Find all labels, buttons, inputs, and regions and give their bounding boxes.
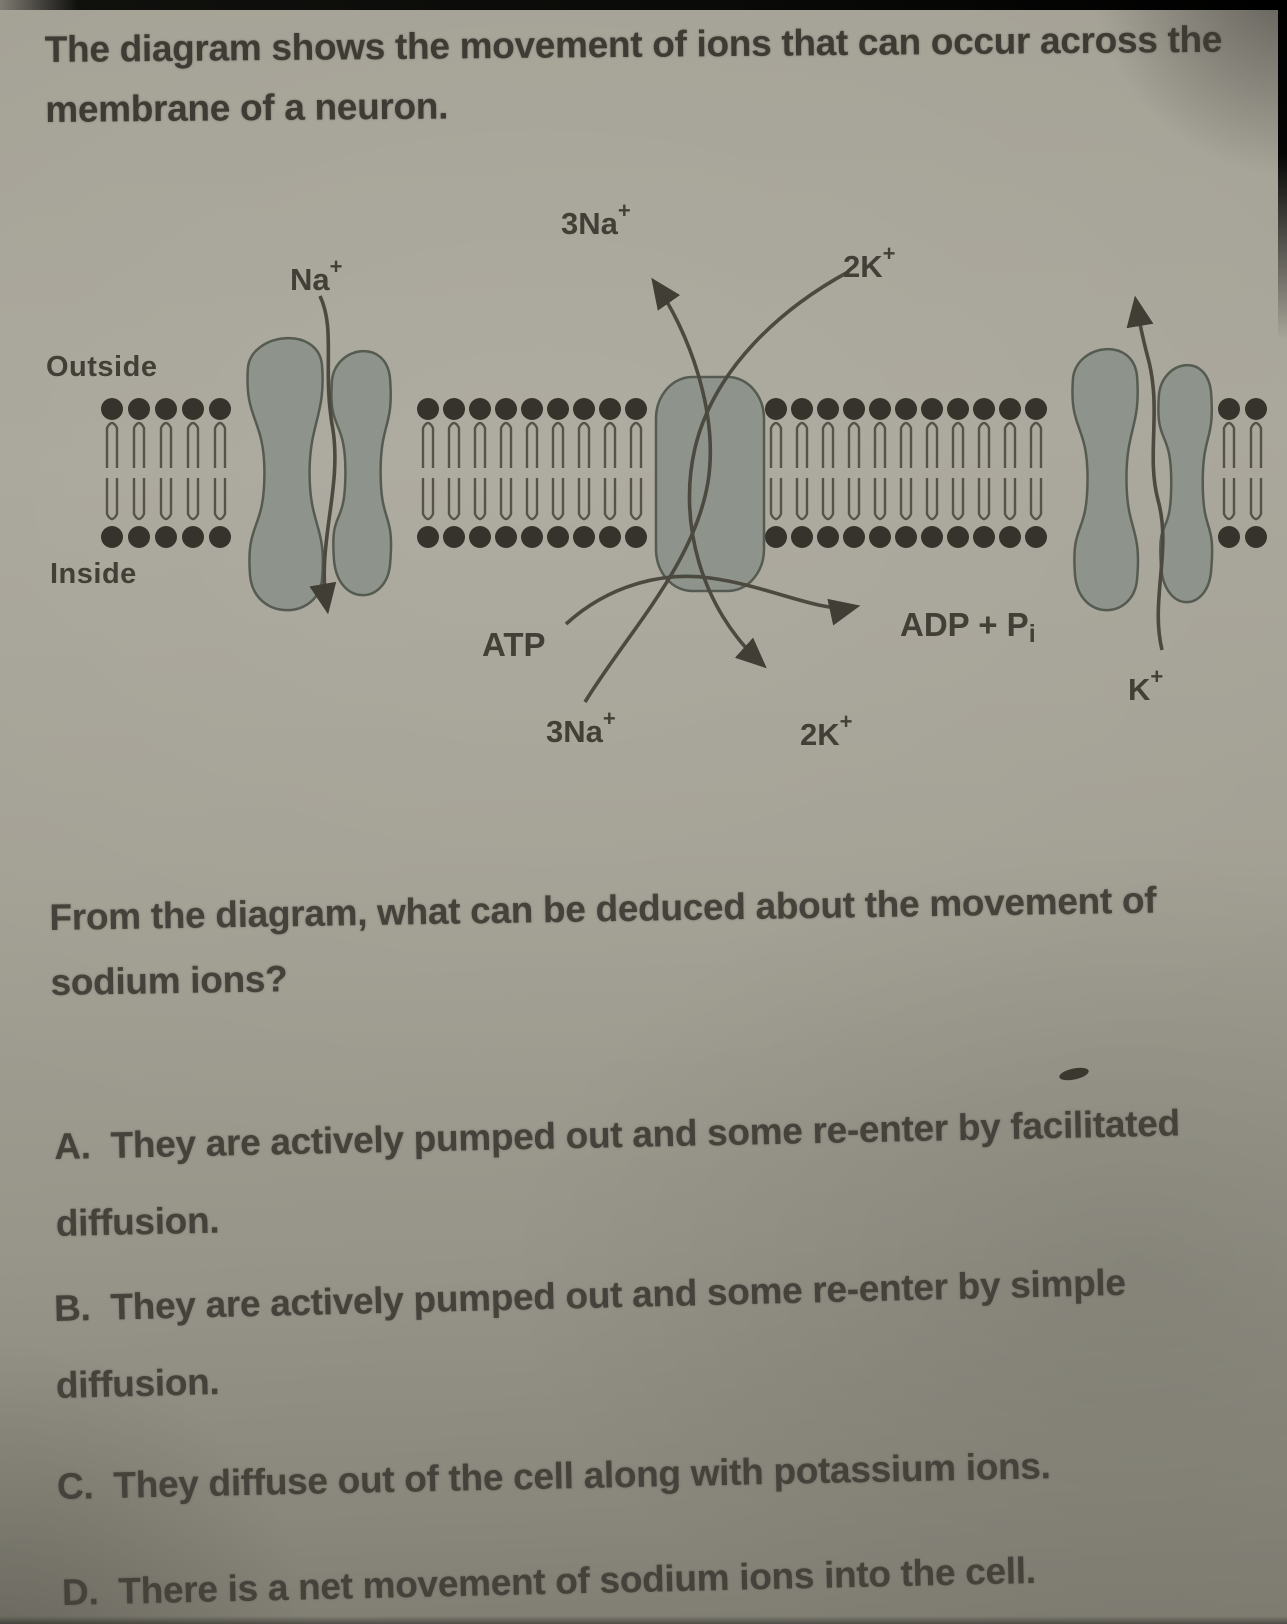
- lipid-molecule: [797, 423, 807, 468]
- lipid-molecule: [579, 423, 589, 468]
- lipid-molecule: [823, 423, 833, 468]
- lipid-molecule: [101, 526, 123, 548]
- lipid-molecule: [443, 526, 465, 548]
- lipid-molecule: [973, 526, 995, 548]
- lipid-molecule: [875, 478, 885, 519]
- lipid-molecule: [599, 398, 621, 420]
- lipid-molecule: [475, 478, 485, 519]
- lipid-molecule: [973, 398, 995, 420]
- lipid-molecule: [128, 526, 150, 548]
- lipid-molecule: [927, 423, 937, 468]
- option-a: [53, 1084, 1182, 1262]
- question-line-2: sodium ions?: [50, 958, 288, 1003]
- sodium-channel-left-lobe: [247, 338, 322, 610]
- lipid-molecule: [579, 478, 589, 519]
- lipid-molecule: [1224, 478, 1234, 519]
- lipid-molecule: [553, 478, 563, 519]
- lipid-molecule: [631, 423, 641, 468]
- lipid-molecule: [469, 526, 491, 548]
- option-b-text: They are actively pumped out and some re-enter by simple: [109, 1261, 1127, 1328]
- lipid-molecule: [1218, 526, 1240, 548]
- lipid-molecule: [547, 398, 569, 420]
- lipid-molecule: [901, 478, 911, 519]
- lipid-molecule: [443, 398, 465, 420]
- lipid-molecule: [553, 423, 563, 468]
- lipid-molecule: [843, 398, 865, 420]
- lipid-molecule: [625, 526, 647, 548]
- lipid-molecule: [797, 478, 807, 519]
- option-c-letter: C.: [56, 1465, 94, 1507]
- lipid-molecule: [209, 526, 231, 548]
- option-b: [53, 1244, 1128, 1424]
- adp-pi-label: ADP + Pi: [900, 606, 1036, 648]
- lipid-molecule: [209, 398, 231, 420]
- lipid-molecule: [1031, 423, 1041, 468]
- lipid-molecule: [155, 398, 177, 420]
- option-d-line-1: [61, 1532, 1036, 1624]
- lipid-molecule: [449, 423, 459, 468]
- lipid-molecule: [107, 478, 117, 519]
- sodium-channel-right-lobe: [331, 351, 391, 595]
- lipid-molecule: [599, 526, 621, 548]
- option-a-text: They are actively pumped out and some re-enter by facilitated: [110, 1102, 1181, 1166]
- option-b-line-2: diffusion.: [55, 1361, 220, 1406]
- lipid-molecule: [927, 478, 937, 519]
- lipid-molecule: [134, 423, 144, 468]
- lipid-molecule: [101, 398, 123, 420]
- lipid-molecule: [631, 478, 641, 519]
- lipid-molecule: [423, 423, 433, 468]
- atp-label: ATP: [482, 626, 546, 663]
- lipid-molecule: [188, 423, 198, 468]
- lipid-molecule: [1031, 478, 1041, 519]
- question-text: [49, 866, 1231, 1015]
- lipid-molecule: [817, 398, 839, 420]
- lipid-molecule: [843, 526, 865, 548]
- lipid-molecule: [495, 398, 517, 420]
- lipid-molecule: [947, 398, 969, 420]
- lipid-molecule: [901, 423, 911, 468]
- lipid-molecule: [817, 526, 839, 548]
- lipid-molecule: [895, 398, 917, 420]
- 2k-top-label: 2K+: [843, 241, 896, 284]
- lipid-molecule: [849, 423, 859, 468]
- option-d: [61, 1532, 1036, 1624]
- 3na-out-label: 3Na+: [561, 198, 631, 241]
- 2k-bottom-label: 2K+: [800, 709, 853, 752]
- option-a-line-2: diffusion.: [55, 1199, 220, 1244]
- lipid-molecule: [521, 398, 543, 420]
- outside-label: Outside: [46, 351, 158, 383]
- lipid-molecule: [999, 526, 1021, 548]
- lipid-molecule: [521, 526, 543, 548]
- lipid-molecule: [1245, 398, 1267, 420]
- lipid-molecule: [947, 526, 969, 548]
- sodium-channel-protein: [247, 338, 391, 610]
- option-c-text: They diffuse out of the cell along with potassium ions.: [112, 1445, 1051, 1506]
- lipid-molecule: [999, 398, 1021, 420]
- lipid-molecule: [791, 526, 813, 548]
- lipid-molecule: [475, 423, 485, 468]
- lipid-molecule: [161, 478, 171, 519]
- lipid-molecule: [495, 526, 517, 548]
- lipid-molecule: [895, 526, 917, 548]
- lipid-molecule: [625, 398, 647, 420]
- k-ion-label: K+: [1128, 664, 1164, 707]
- lipid-molecule: [1005, 478, 1015, 519]
- lipid-molecule: [869, 398, 891, 420]
- lipid-molecule: [417, 526, 439, 548]
- lipid-molecule: [161, 423, 171, 468]
- lipid-molecule: [449, 478, 459, 519]
- lipid-molecule: [765, 526, 787, 548]
- lipid-molecule: [1251, 423, 1261, 468]
- lipid-molecule: [134, 478, 144, 519]
- lipid-molecule: [107, 423, 117, 468]
- lipid-molecule: [953, 423, 963, 468]
- option-b-letter: B.: [53, 1287, 91, 1330]
- inside-label: Inside: [50, 558, 137, 590]
- option-d-text: There is a net movement of sodium ions into the cell.: [117, 1549, 1037, 1612]
- lipid-molecule: [469, 398, 491, 420]
- lipid-molecule: [1025, 398, 1047, 420]
- lipid-molecule: [869, 526, 891, 548]
- photo-top-edge: [0, 0, 1287, 10]
- lipid-molecule: [1025, 526, 1047, 548]
- intro-line-2: membrane of a neuron.: [45, 85, 449, 130]
- lipid-molecule: [849, 478, 859, 519]
- potassium-channel-left-lobe: [1072, 349, 1138, 610]
- lipid-molecule: [188, 478, 198, 519]
- lipid-molecule: [1251, 478, 1261, 519]
- lipid-molecule: [771, 423, 781, 468]
- option-c-line-1: [56, 1427, 1051, 1525]
- lipid-molecule: [573, 398, 595, 420]
- lipid-molecule: [527, 478, 537, 519]
- lipid-molecule: [423, 478, 433, 519]
- lipid-molecule: [953, 478, 963, 519]
- lipid-molecule: [527, 423, 537, 468]
- photo-bottom-edge: [0, 1616, 1287, 1624]
- lipid-molecule: [605, 423, 615, 468]
- photo-right-edge: [1278, 0, 1287, 340]
- lipid-molecule: [605, 478, 615, 519]
- lipid-molecule: [921, 526, 943, 548]
- lipid-molecule: [771, 478, 781, 519]
- lipid-molecule: [501, 478, 511, 519]
- lipid-molecule: [823, 478, 833, 519]
- lipid-molecule: [215, 478, 225, 519]
- lipid-molecule: [155, 526, 177, 548]
- question-line-1: From the diagram, what can be deduced about the movement of: [49, 879, 1157, 939]
- lipid-molecule: [215, 423, 225, 468]
- lipid-molecule: [979, 423, 989, 468]
- lipid-molecule: [182, 526, 204, 548]
- potassium-channel-protein: [1072, 349, 1212, 610]
- lipid-molecule: [791, 398, 813, 420]
- lipid-molecule: [547, 526, 569, 548]
- lipid-molecule: [979, 478, 989, 519]
- potassium-out-diffusion-arrow: [1136, 302, 1163, 650]
- option-d-letter: D.: [61, 1571, 99, 1613]
- lipid-molecule: [501, 423, 511, 468]
- lipid-molecule: [128, 398, 150, 420]
- lipid-molecule: [182, 398, 204, 420]
- lipid-molecule: [417, 398, 439, 420]
- lipid-molecule: [1218, 398, 1240, 420]
- lipid-molecule: [921, 398, 943, 420]
- intro-line-1: The diagram shows the movement of ions that can occur across the: [44, 18, 1223, 71]
- lipid-molecule: [1005, 423, 1015, 468]
- lipid-molecule: [765, 398, 787, 420]
- lipid-molecule: [875, 423, 885, 468]
- lipid-molecule: [1224, 423, 1234, 468]
- na-ion-label: Na+: [290, 254, 343, 297]
- lipid-molecule: [1245, 526, 1267, 548]
- lipid-molecule: [573, 526, 595, 548]
- option-c: [56, 1427, 1051, 1525]
- 3na-bottom-label: 3Na+: [546, 706, 616, 749]
- option-a-letter: A.: [53, 1125, 92, 1168]
- potassium-channel-right-lobe: [1158, 365, 1212, 602]
